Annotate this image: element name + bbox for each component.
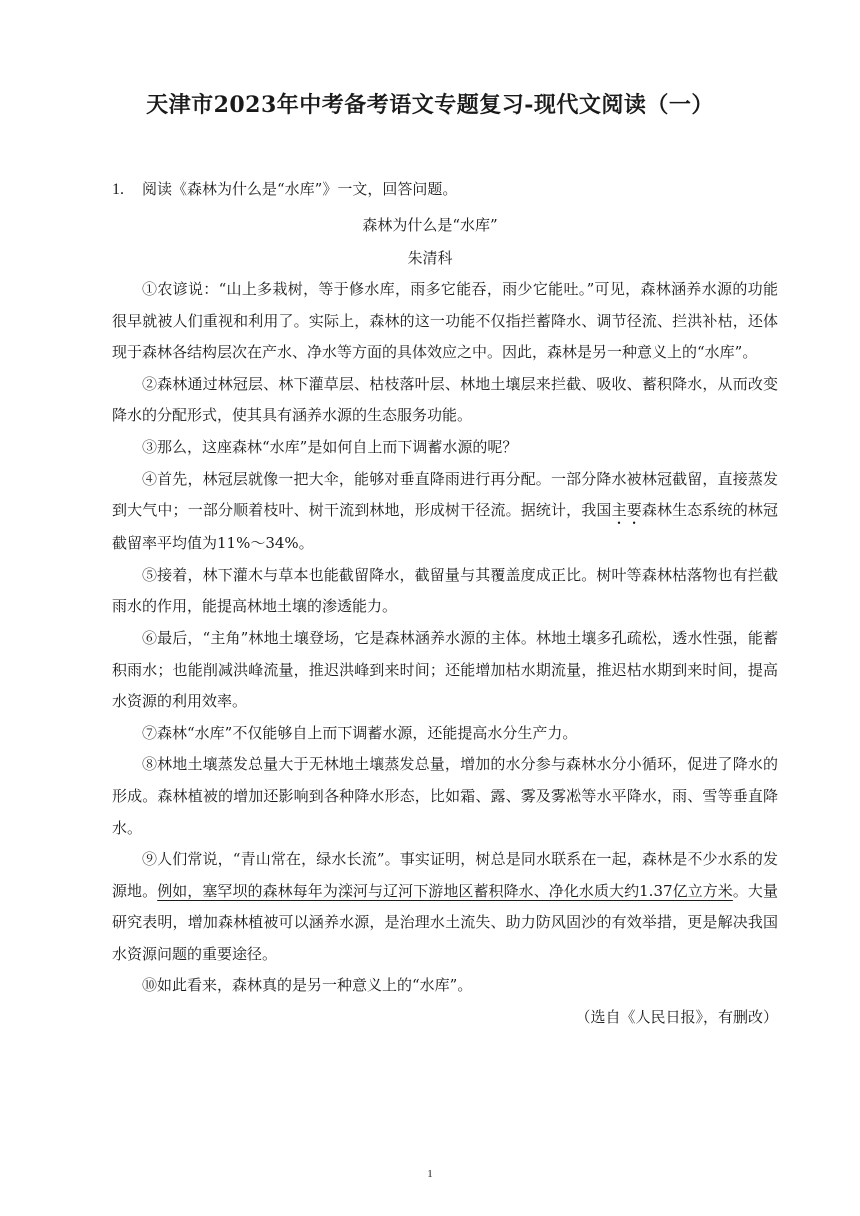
- paragraph-8: ⑧林地土壤蒸发总量大于无林地土壤蒸发总量，增加的水分参与森林水分小循环，促进了降水的形成。森林植被的增加还影响到各种降水形态，比如霜、露、雾及雾凇等水平降水，雨、雪等垂直降水。: [112, 755, 778, 837]
- question-prompt-line: [112, 178, 457, 199]
- page-title: 天津市2023年中考备考语文专题复习-现代文阅读（一）: [146, 92, 714, 118]
- article-body: [112, 274, 778, 1034]
- emphasis-dotted-text: 主要: [611, 501, 642, 520]
- question-number: 1.: [112, 181, 124, 198]
- paragraph-9-part-2: 。大量研究表明，增加森林植被可以涵养水源，是治理水土流失、助力防风固沙的有效举措，更是解决我国水资源问题的重要途径。: [112, 881, 778, 963]
- article-source: （选自《人民日报》，有删改）: [575, 1008, 778, 1027]
- paragraph-9: [112, 844, 778, 970]
- paragraph-4-part-1: ④首先，林冠层就像一把大伞，能够对垂直降雨进行再分配。一部分降水被林冠截留，直接蒸发到大气中；一部分顺着枝叶、树干流到林地，形成树干径流。据统计，我国: [112, 469, 778, 520]
- article-title: 森林为什么是“水库”: [362, 216, 498, 234]
- paragraph-4: [112, 464, 778, 560]
- paragraph-1: ①农谚说：“山上多栽树，等于修水库，雨多它能吞，雨少它能吐。”可见，森林涵养水源的功能很早就被人们重视和利用了。实际上，森林的这一功能不仅指拦蓄降水、调节径流、拦洪补枯，还体现于森林各结构层次在产水、净水等方面的具体效应之中。因此，森林是另一种意义上的“水库”。: [112, 280, 778, 362]
- paragraph-2: ②森林通过林冠层、林下灌草层、枯枝落叶层、林地土壤层来拦截、吸收、蓄积降水，从而改变降水的分配形式，使其具有涵养水源的生态服务功能。: [112, 374, 778, 425]
- underlined-sentence: 例如，塞罕坝的森林每年为滦河与辽河下游地区蓄积降水、净化水质大约1.37亿立方米: [157, 881, 733, 900]
- paragraph-9-part-1: ⑨人们常说，“青山常在，绿水长流”。事实证明，树总是同水联系在一起，森林是不少水系的发源地。: [112, 850, 778, 900]
- question-prompt: 阅读《森林为什么是“水库”》一文，回答问题。: [142, 180, 458, 198]
- page-number: 1: [427, 1168, 433, 1180]
- paragraph-7: ⑦森林“水库”不仅能够自上而下调蓄水源，还能提高水分生产力。: [142, 723, 578, 742]
- paragraph-3: ③那么，这座森林“水库”是如何自上而下调蓄水源的呢？: [142, 437, 518, 456]
- paragraph-10: ⑩如此看来，森林真的是另一种意义上的“水库”。: [142, 976, 473, 995]
- paragraph-4-part-2: 森林生态系统的林冠截留率平均值为11%～34%。: [112, 501, 778, 553]
- paragraph-5: ⑤接着，林下灌木与草本也能截留降水，截留量与其覆盖度成正比。树叶等森林枯落物也有拦截雨水的作用，能提高林地土壤的渗透能力。: [112, 565, 778, 616]
- paragraph-6: ⑥最后，“主角”林地土壤登场，它是森林涵养水源的主体。林地土壤多孔疏松，透水性强，能蓄积雨水；也能削减洪峰流量，推迟洪峰到来时间；还能增加枯水期流量，推迟枯水期到来时间，提高水资源的利用效率。: [112, 628, 778, 711]
- article-author: 朱清科: [407, 249, 453, 267]
